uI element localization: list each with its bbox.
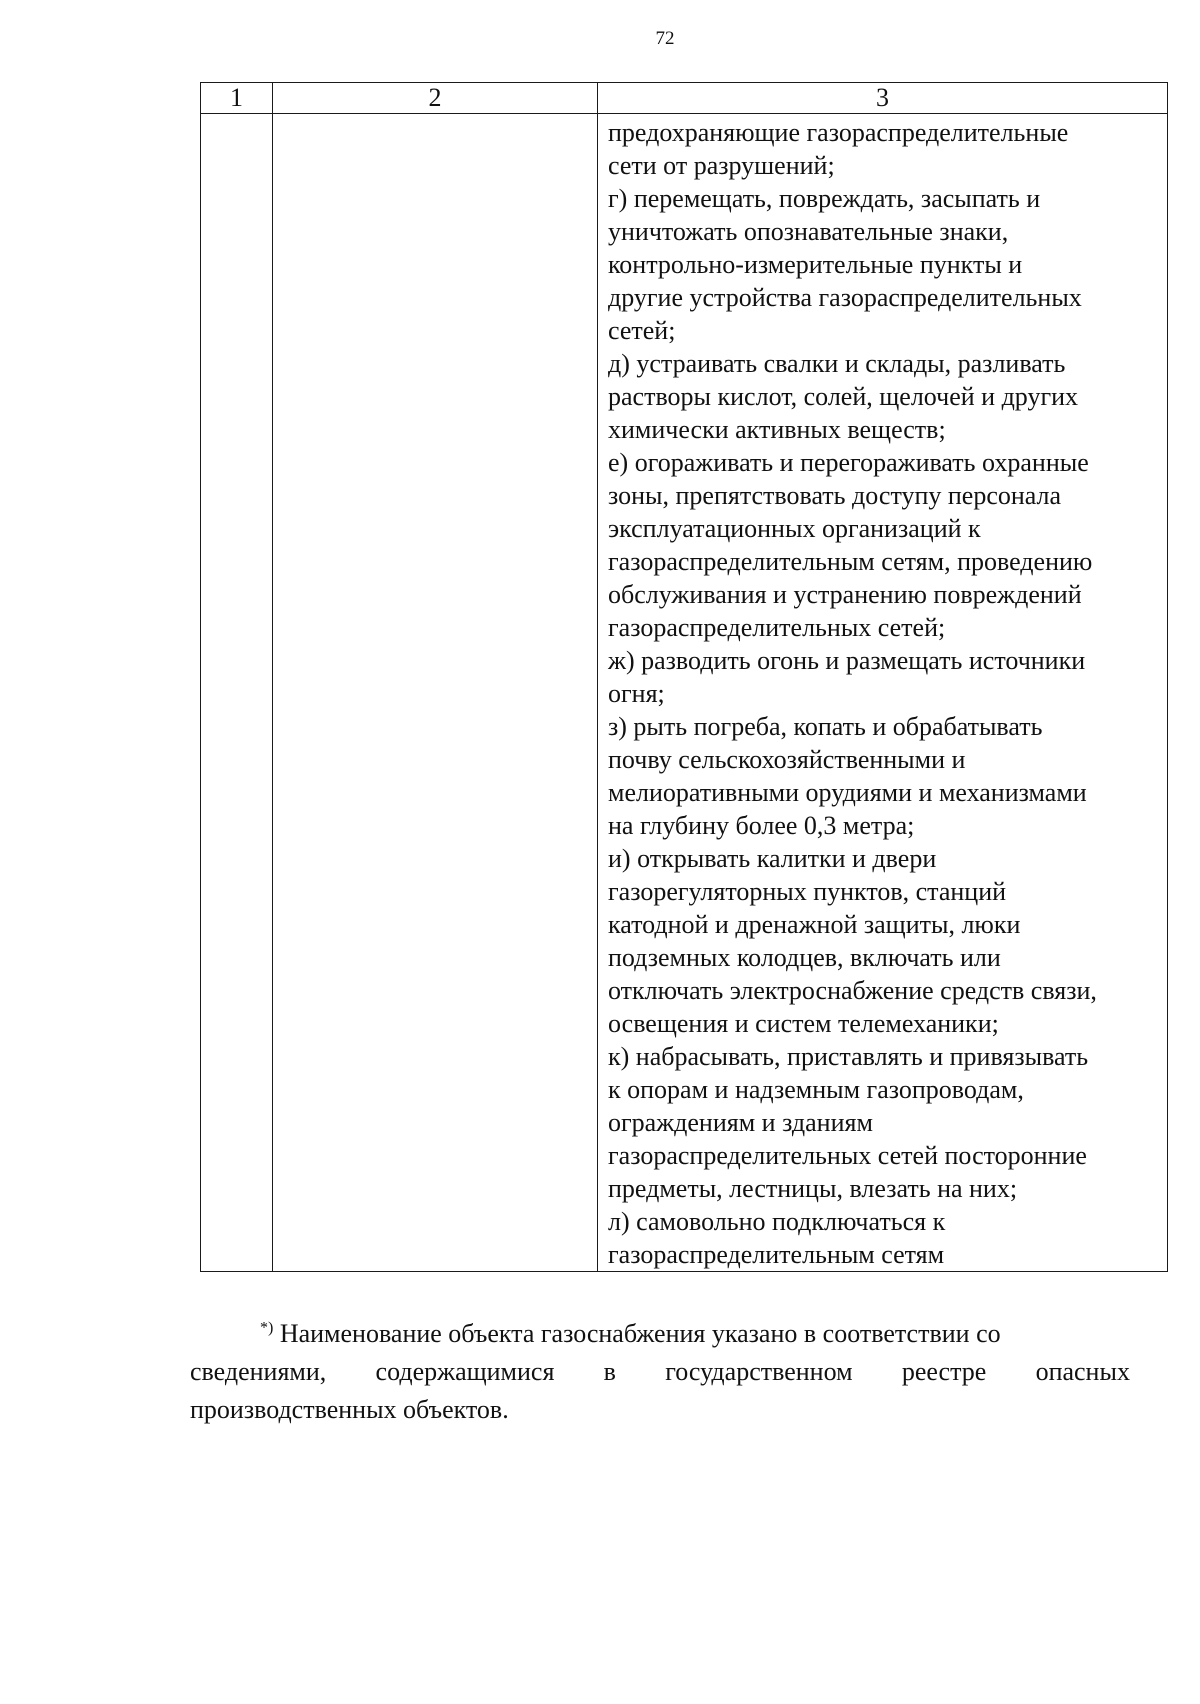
- text-line: освещения и систем телемеханики;: [608, 1009, 999, 1038]
- table-cell-col1: [201, 114, 273, 1272]
- footnote-word: опасных: [1035, 1357, 1130, 1386]
- document-table: [200, 82, 1168, 1272]
- footnote-line-2: [190, 1353, 1130, 1391]
- text-line: химически активных веществ;: [608, 415, 946, 444]
- text-line: на глубину более 0,3 метра;: [608, 811, 915, 840]
- footnote-text-1: Наименование объекта газоснабжения указано в соответствии со: [279, 1319, 1001, 1348]
- footnote-line-1: [190, 1315, 1130, 1353]
- text-line: сети от разрушений;: [608, 151, 835, 180]
- text-line: мелиоративными орудиями и механизмами: [608, 778, 1087, 807]
- table-cell-col3: [598, 114, 1168, 1272]
- text-line: растворы кислот, солей, щелочей и других: [608, 382, 1079, 411]
- table-header-row: [201, 83, 1168, 114]
- table-cell-col2: [273, 114, 598, 1272]
- footnote-word: реестре: [901, 1357, 987, 1386]
- text-line: газораспределительных сетей посторонние: [608, 1141, 1087, 1170]
- text-line: к опорам и надземным газопроводам,: [608, 1075, 1024, 1104]
- column-header-2: 2: [273, 83, 598, 114]
- text-line: и) открывать калитки и двери: [608, 844, 937, 873]
- text-line: к) набрасывать, приставлять и привязывать: [608, 1042, 1089, 1071]
- text-line: огня;: [608, 679, 665, 708]
- text-line: подземных колодцев, включать или: [608, 943, 1001, 972]
- text-line: газораспределительных сетей;: [608, 613, 946, 642]
- page-number: 72: [655, 28, 675, 49]
- text-line: эксплуатационных организаций к: [608, 514, 981, 543]
- footnote: [190, 1315, 1130, 1429]
- footnote-word: государственном: [665, 1357, 853, 1386]
- footnote-line-3: производственных объектов.: [190, 1395, 509, 1424]
- text-line: газораспределительным сетям: [608, 1240, 945, 1269]
- text-line: предохраняющие газораспределительные: [608, 118, 1069, 147]
- text-line: сетей;: [608, 316, 676, 345]
- prohibitions-list-text: [598, 114, 1167, 1271]
- text-line: контрольно-измерительные пункты и: [608, 250, 1023, 279]
- footnote-mark: *): [260, 1319, 274, 1337]
- text-line: отключать электроснабжение средств связи,: [608, 976, 1097, 1005]
- text-line: ограждениям и зданиям: [608, 1108, 873, 1137]
- text-line: уничтожать опознавательные знаки,: [608, 217, 1009, 246]
- text-line: ж) разводить огонь и размещать источники: [608, 646, 1086, 675]
- table-row: [201, 114, 1168, 1272]
- text-line: л) самовольно подключаться к: [608, 1207, 946, 1236]
- footnote-word: содержащимися: [375, 1357, 555, 1386]
- column-header-3: 3: [598, 83, 1168, 114]
- text-line: обслуживания и устранению повреждений: [608, 580, 1082, 609]
- footnote-word: в: [603, 1357, 616, 1386]
- text-line: почву сельскохозяйственными и: [608, 745, 966, 774]
- column-header-1: 1: [201, 83, 273, 114]
- text-line: г) перемещать, повреждать, засыпать и: [608, 184, 1041, 213]
- text-line: е) огораживать и перегораживать охранные: [608, 448, 1089, 477]
- text-line: з) рыть погреба, копать и обрабатывать: [608, 712, 1043, 741]
- text-line: д) устраивать свалки и склады, разливать: [608, 349, 1066, 378]
- text-line: предметы, лестницы, влезать на них;: [608, 1174, 1018, 1203]
- text-line: зоны, препятствовать доступу персонала: [608, 481, 1062, 510]
- text-line: другие устройства газораспределительных: [608, 283, 1082, 312]
- text-line: газорегуляторных пунктов, станций: [608, 877, 1007, 906]
- footnote-word: сведениями,: [190, 1357, 327, 1386]
- text-line: газораспределительным сетям, проведению: [608, 547, 1093, 576]
- text-line: катодной и дренажной защиты, люки: [608, 910, 1021, 939]
